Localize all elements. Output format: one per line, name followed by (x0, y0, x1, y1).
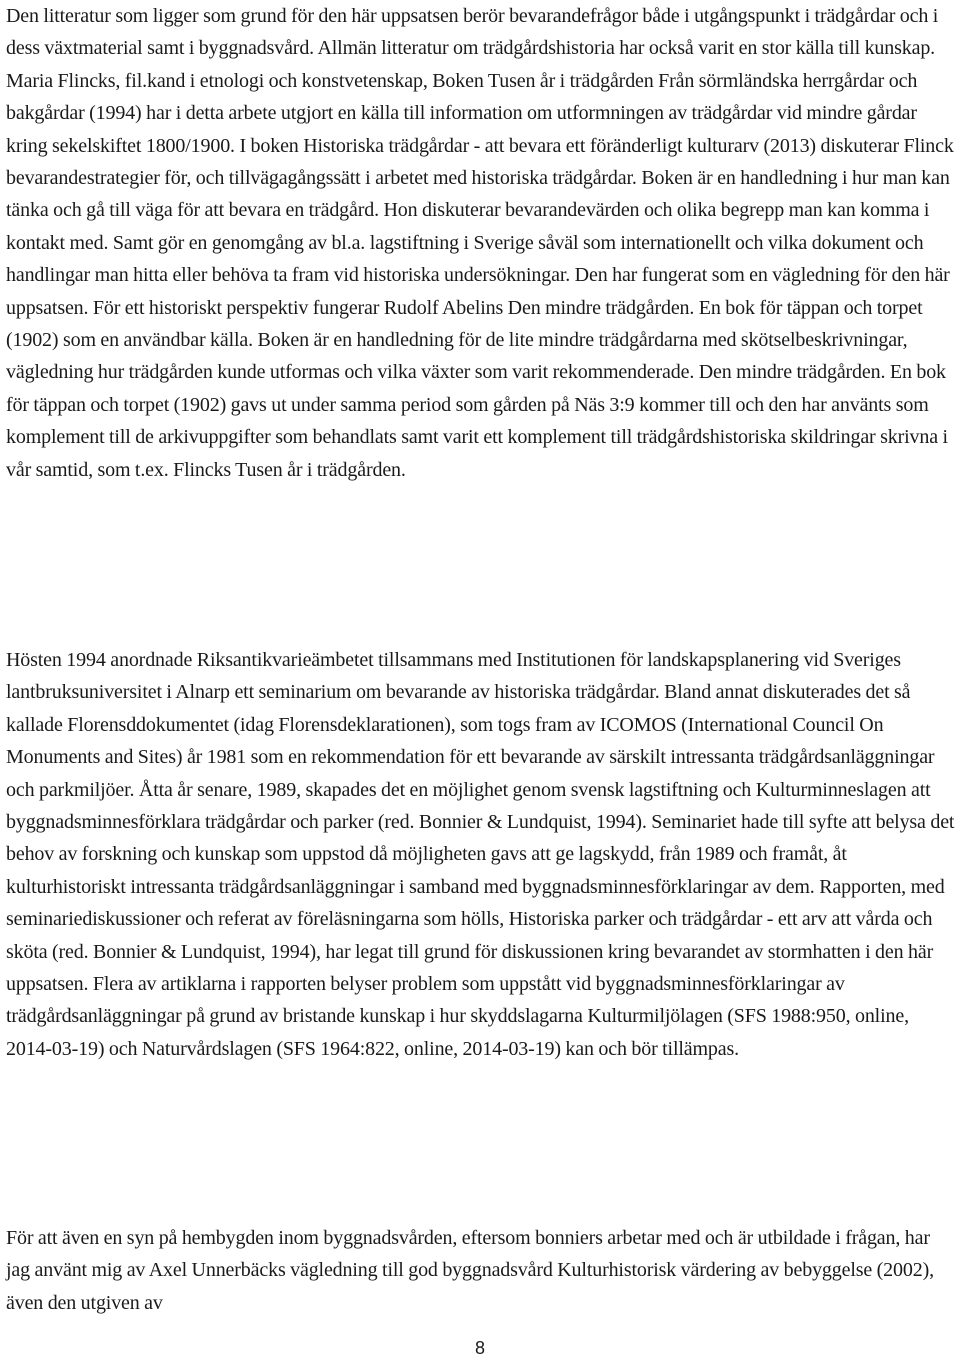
body-paragraph: Den litteratur som ligger som grund för den här uppsatsen berör bevarandefrågor både i utgångspunkt i trädgårdar och i dess växtmaterial samt i byggnadsvård. Allmän litteratur om trädgårdshistoria har också varit en stor källa till kunskap. Maria Flincks, fil.kand i etnologi och konstvetenskap, Boken Tusen år i trädgården Från sörmländska herrgårdar och bakgårdar (1994) har i detta arbete utgjort en källa till information om utformningen av trädgårdar vid mindre gårdar kring sekelskiftet 1800/1900. I boken Historiska trädgårdar - att bevara ett föränderligt kulturarv (2013) diskuterar Flinck bevarandestrategier för, och tillvägagångssätt i arbetet med historiska trädgårdar. Boken är en handledning i hur man kan tänka och gå till väga för att bevara en trädgård. Hon diskuterar bevarandevärden och olika begrepp man kan komma i kontakt med. Samt gör en genomgång av bl.a. lagstiftning i Sverige såväl som internationellt och vilka dokument och handlingar man hitta eller behöva ta fram vid historiska undersökningar. Den har fungerat som en vägledning för den här uppsatsen. För ett historiskt perspektiv fungerar Rudolf Abelins Den mindre trädgården. En bok för täppan och torpet (1902) som en användbar källa. Boken är en handledning för de lite mindre trädgårdarna med skötselbeskrivningar, vägledning hur trädgården kunde utformas och vilka växter som varit rekommenderade. Den mindre trädgården. En bok för täppan och torpet (1902) gavs ut under samma period som gården på Näs 3:9 kommer till och den har använts som komplement till de arkivuppgifter som behandlats samt varit ett komplement till trädgårdshistoriska skildringar skrivna i vår samtid, som t.ex. Flincks Tusen år i trädgården. (6, 5, 954, 481)
page-number: 8 (474, 1338, 485, 1358)
body-paragraph: För att även en syn på hembygden inom byggnadsvården, eftersom bonniers arbetar med och är utbildade i frågan, har jag använt mig av Axel Unnerbäcks vägledning till god byggnadsvård Kulturhistorisk värdering av bebyggelse (2002), även den utgiven av (6, 1227, 934, 1314)
body-paragraph: Hösten 1994 anordnade Riksantikvarieämbetet tillsammans med Institutionen för landskapsplanering vid Sveriges lantbruksuniversitet i Alnarp ett seminarium om bevarande av historiska trädgårdar. Bland annat diskuterades det så kallade Florensddokumentet (idag Florensdeklarationen), som togs fram av ICOMOS (International Council On Monuments and Sites) år 1981 som en rekommendation för ett bevarande av särskilt intressanta trädgårdsanläggningar och parkmiljöer. Åtta år senare, 1989, skapades det en möjlighet genom svensk lagstiftning och Kulturminneslagen att byggnadsminnesförklara trädgårdar och parker (red. Bonnier & Lundquist, 1994). Seminariet hade till syfte att belysa det behov av forskning och kunskap som uppstod då möjligheten gavs att ge lagskydd, från 1989 och framåt, åt kulturhistoriskt intressanta trädgårdsanläggningar i samband med byggnadsminnesförklaringar av dem. Rapporten, med seminariediskussioner och referat av föreläsningarna som hölls, Historiska parker och trädgårdar - ett arv att vårda och sköta (red. Bonnier & Lundquist, 1994), har legat till grund för diskussionen kring bevarandet av stormhatten i den här uppsatsen. Flera av artiklarna i rapporten belyser problem som uppstått vid byggnadsminnesförklaringar av trädgårdsanläggningar på grund av bristande kunskap i hur skyddslagarna Kulturmiljölagen (SFS 1988:950, online, 2014-03-19) och Naturvårdslagen (SFS 1964:822, online, 2014-03-19) kan och bör tillämpas. (6, 649, 955, 1060)
